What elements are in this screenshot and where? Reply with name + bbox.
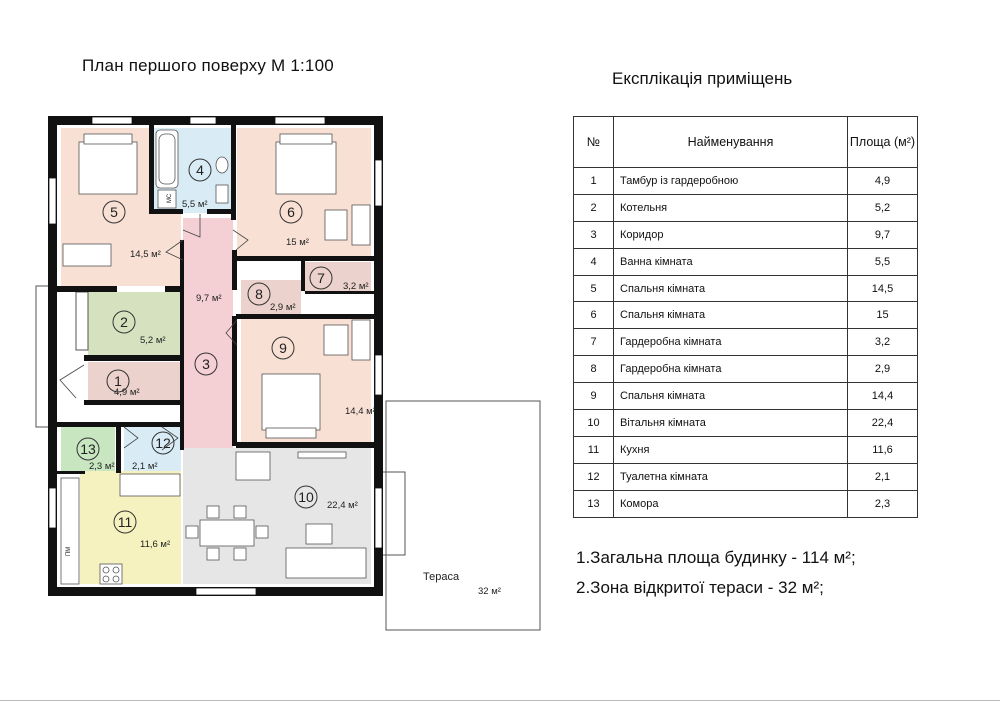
room-number: 7 xyxy=(317,270,325,286)
row-area: 14,4 xyxy=(848,383,918,410)
terrace-area-note: 2.Зона відкритої тераси - 32 м²; xyxy=(576,578,824,597)
table-row xyxy=(574,463,918,490)
row-area: 14,5 xyxy=(848,275,918,302)
row-num: 6 xyxy=(574,302,614,329)
room-area: 3,2 м² xyxy=(343,281,369,292)
row-name: Тамбур із гардеробною xyxy=(614,168,848,195)
row-name: Кухня xyxy=(614,436,848,463)
row-area: 2,9 xyxy=(848,356,918,383)
explication-title: Експлікація приміщень xyxy=(612,69,793,88)
header-num: № xyxy=(574,117,614,168)
row-name: Ванна кімната xyxy=(614,248,848,275)
table-row xyxy=(574,383,918,410)
row-area: 2,1 xyxy=(848,463,918,490)
row-num: 13 xyxy=(574,490,614,517)
table-row xyxy=(574,302,918,329)
room-number: 4 xyxy=(196,162,204,178)
row-area: 2,3 xyxy=(848,490,918,517)
table-row xyxy=(574,221,918,248)
row-area: 22,4 xyxy=(848,410,918,437)
row-num: 9 xyxy=(574,383,614,410)
row-name: Гардеробна кімната xyxy=(614,329,848,356)
room-number: 6 xyxy=(287,204,295,220)
row-num: 2 xyxy=(574,194,614,221)
room-number: 9 xyxy=(279,340,287,356)
row-area: 15 xyxy=(848,302,918,329)
row-area: 5,5 xyxy=(848,248,918,275)
room-area: 4,9 м² xyxy=(114,387,140,398)
row-num: 3 xyxy=(574,221,614,248)
room-area: 15 м² xyxy=(286,237,309,248)
table-row xyxy=(574,275,918,302)
table-header-row xyxy=(574,117,918,168)
row-area: 5,2 xyxy=(848,194,918,221)
table-row xyxy=(574,356,918,383)
row-name: Вітальня кімната xyxy=(614,410,848,437)
row-num: 5 xyxy=(574,275,614,302)
room-number: 8 xyxy=(255,286,263,302)
row-name: Туалетна кімната xyxy=(614,463,848,490)
row-name: Спальня кімната xyxy=(614,383,848,410)
room-number: 11 xyxy=(117,514,133,530)
room-number: 10 xyxy=(298,489,314,505)
room-number: 1 xyxy=(114,373,122,389)
row-num: 1 xyxy=(574,168,614,195)
room-area: 2,3 м² xyxy=(89,461,115,472)
room-area: 9,7 м² xyxy=(196,293,222,304)
row-num: 11 xyxy=(574,436,614,463)
room-area: 22,4 м² xyxy=(327,500,358,511)
row-num: 8 xyxy=(574,356,614,383)
room-area: 11,6 м² xyxy=(140,539,171,550)
header-name: Найменування xyxy=(614,117,848,168)
plan-title: План першого поверху М 1:100 xyxy=(82,56,334,75)
bathtub-icon xyxy=(156,130,178,188)
row-area: 9,7 xyxy=(848,221,918,248)
table-row xyxy=(574,410,918,437)
header-area: Площа (м²) xyxy=(848,117,918,168)
page-divider xyxy=(0,700,1000,701)
room-number: 12 xyxy=(155,435,171,451)
fridge-label: ПМ xyxy=(66,546,72,556)
terrace-outline xyxy=(386,401,540,630)
table-row xyxy=(574,490,918,517)
room-number: 5 xyxy=(110,204,118,220)
room-3-fill xyxy=(183,218,233,450)
room-number: 2 xyxy=(120,314,128,330)
table-row xyxy=(574,436,918,463)
row-num: 7 xyxy=(574,329,614,356)
row-name: Спальня кімната xyxy=(614,275,848,302)
row-area: 3,2 xyxy=(848,329,918,356)
total-area-note: 1.Загальна площа будинку - 114 м²; xyxy=(576,548,856,567)
explication-table xyxy=(573,116,918,518)
table-row xyxy=(574,194,918,221)
row-name: Гардеробна кімната xyxy=(614,356,848,383)
row-name: Котельня xyxy=(614,194,848,221)
washer-label: МС xyxy=(167,193,173,203)
room-area: 14,4 м² xyxy=(345,406,376,417)
row-num: 4 xyxy=(574,248,614,275)
row-name: Спальня кімната xyxy=(614,302,848,329)
table-row xyxy=(574,248,918,275)
room-number: 13 xyxy=(80,441,96,457)
row-num: 12 xyxy=(574,463,614,490)
row-name: Комора xyxy=(614,490,848,517)
room-2-fill xyxy=(88,292,180,355)
room-area: 14,5 м² xyxy=(130,249,161,260)
terrace-label: Тераса xyxy=(423,571,460,583)
row-area: 4,9 xyxy=(848,168,918,195)
row-num: 10 xyxy=(574,410,614,437)
room-area: 2,1 м² xyxy=(132,461,158,472)
table-row xyxy=(574,329,918,356)
room-number: 3 xyxy=(202,356,210,372)
row-name: Коридор xyxy=(614,221,848,248)
table-row xyxy=(574,168,918,195)
room-area: 5,2 м² xyxy=(140,335,166,346)
row-area: 11,6 xyxy=(848,436,918,463)
room-area: 5,5 м² xyxy=(182,199,208,210)
terrace-area: 32 м² xyxy=(478,586,501,597)
room-area: 2,9 м² xyxy=(270,302,296,313)
